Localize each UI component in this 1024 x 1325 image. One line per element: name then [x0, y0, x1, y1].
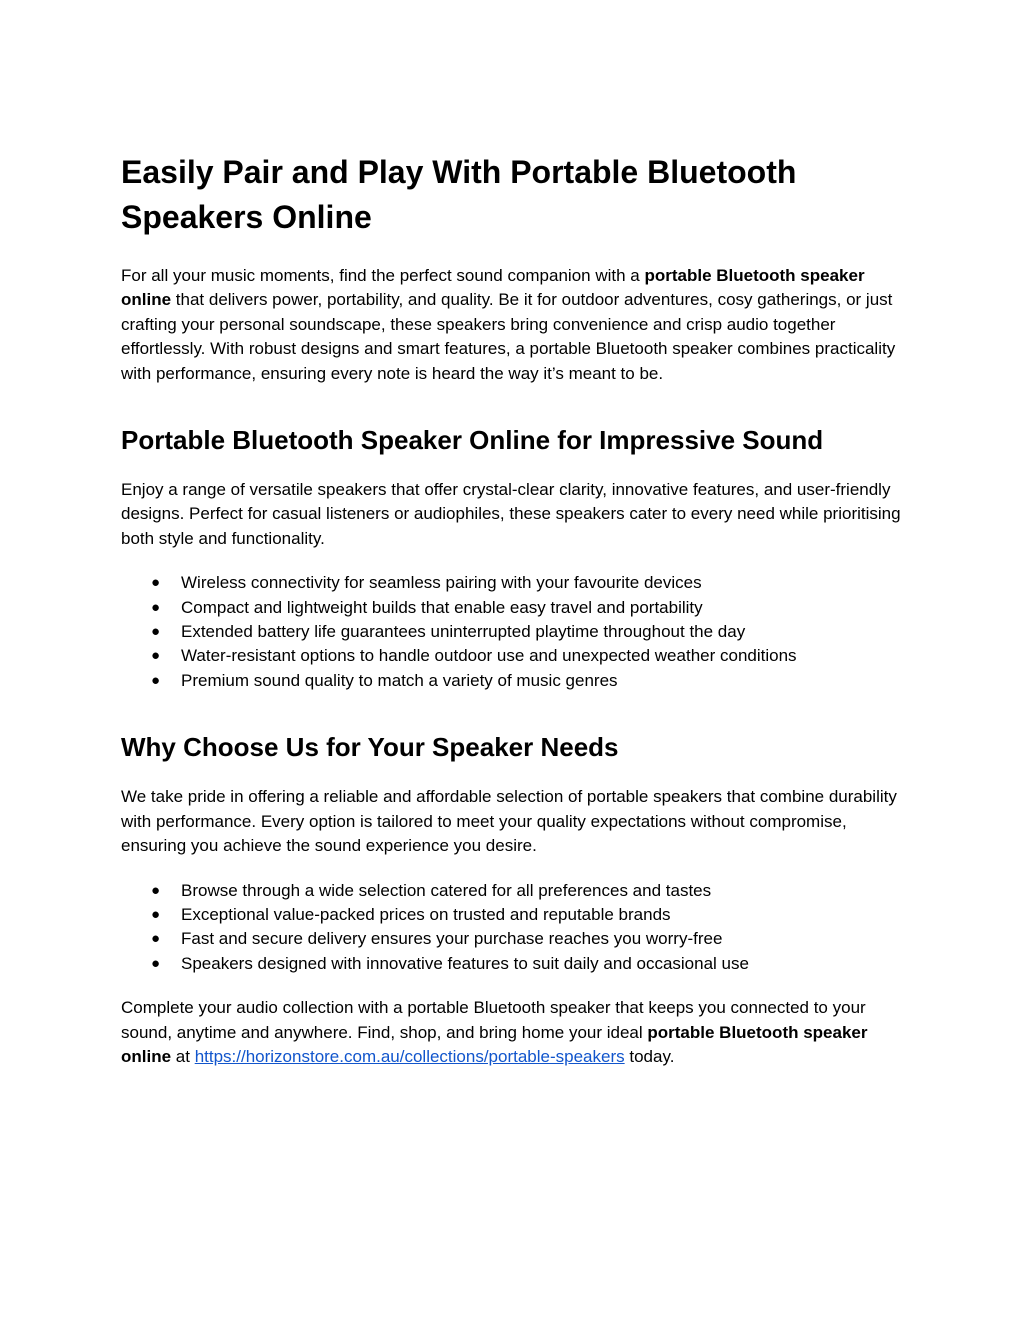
page-title: Easily Pair and Play With Portable Bluetooth Speakers Online — [121, 154, 797, 235]
bullet-icon: ● — [151, 905, 161, 923]
closing-bold-keyword: portable Bluetooth speaker online — [121, 1022, 868, 1066]
bullet-icon: ● — [151, 623, 161, 641]
closing-paragraph — [121, 996, 911, 1069]
store-link[interactable]: https://horizonstore.com.au/collections/portable-speakers — [194, 1046, 625, 1066]
list-item — [121, 903, 911, 927]
section2-paragraph: We take pride in offering a reliable and affordable selection of portable speakers that combine durability with performance. Every option is tailored to meet your quality expectations without compromise, ensuring you achieve the sound experience you desire. — [121, 787, 897, 856]
list-item — [121, 927, 911, 951]
list-item-text: Extended battery life guarantees uninterrupted playtime throughout the day — [181, 622, 746, 642]
section1-paragraph: Enjoy a range of versatile speakers that offer crystal-clear clarity, innovative features, and user-friendly designs. Perfect for casual listeners or audiophiles, these speakers cater to every need while prioritising both style and functionality. — [121, 480, 901, 548]
closing-text-start: Complete your audio collection with a portable Bluetooth speaker that keeps you connected to your sound, anytime and anywhere. Find, shop, and bring home your ideal — [121, 998, 866, 1042]
intro-text-start: For all your music moments, find the perfect sound companion with a — [121, 266, 645, 285]
section2-bullet-list — [121, 879, 911, 977]
intro-paragraph — [121, 264, 911, 386]
list-item-text: Speakers designed with innovative features to suit daily and occasional use — [181, 953, 749, 973]
bullet-icon: ● — [151, 954, 161, 972]
list-item — [121, 879, 911, 903]
closing-text-end: today. — [624, 1046, 675, 1066]
list-item — [121, 669, 911, 693]
closing-text-mid: at — [171, 1046, 195, 1066]
list-item — [121, 571, 911, 595]
list-item-text: Fast and secure delivery ensures your purchase reaches you worry-free — [181, 929, 723, 949]
list-item — [121, 620, 911, 644]
bullet-icon: ● — [151, 598, 161, 616]
list-item — [121, 596, 911, 620]
section1-bullet-list — [121, 571, 911, 693]
section1-heading: Portable Bluetooth Speaker Online for Impressive Sound — [121, 425, 824, 456]
document-page — [121, 150, 911, 1069]
list-item-text: Wireless connectivity for seamless pairing with your favourite devices — [181, 573, 702, 593]
bullet-icon: ● — [151, 930, 161, 948]
list-item — [121, 952, 911, 976]
bullet-icon: ● — [151, 881, 161, 899]
list-item-text: Browse through a wide selection catered for all preferences and tastes — [181, 880, 712, 900]
bullet-icon: ● — [151, 647, 161, 665]
list-item-text: Water-resistant options to handle outdoor use and unexpected weather conditions — [181, 646, 797, 666]
list-item-text: Premium sound quality to match a variety of music genres — [181, 670, 618, 690]
bullet-icon: ● — [151, 574, 161, 592]
list-item — [121, 644, 911, 668]
intro-bold-keyword: portable Bluetooth speaker online — [121, 266, 865, 310]
list-item-text: Exceptional value-packed prices on trusted and reputable brands — [181, 904, 671, 924]
section2-heading: Why Choose Us for Your Speaker Needs — [121, 732, 619, 763]
bullet-icon: ● — [151, 671, 161, 689]
list-item-text: Compact and lightweight builds that enable easy travel and portability — [181, 597, 703, 617]
intro-text-end: that delivers power, portability, and quality. Be it for outdoor adventures, cosy gatherings, or just crafting your personal soundscape, these speakers bring convenience and crisp audio together effortlessly. With robust designs and smart features, a portable Bluetooth speaker combines practicality with performance, ensuring every note is heard the way it’s meant to be. — [121, 290, 896, 383]
